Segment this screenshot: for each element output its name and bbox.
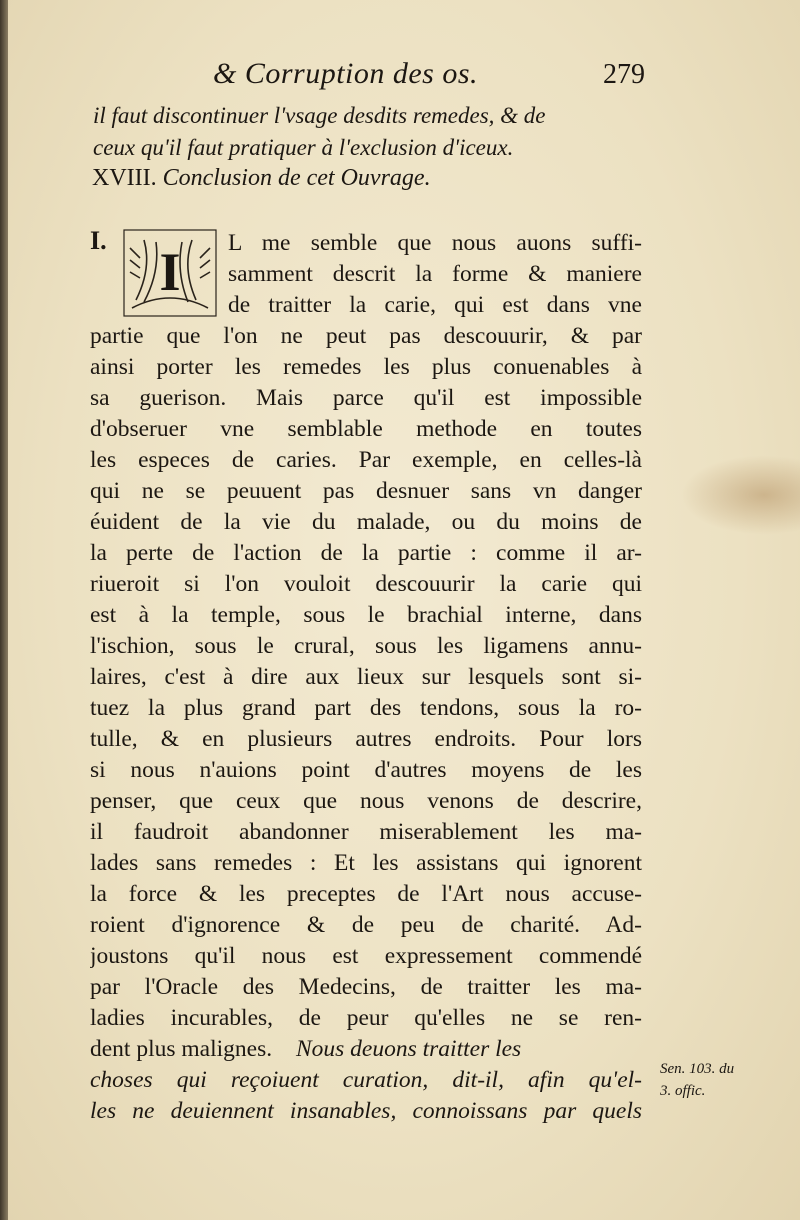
body-line: laires, c'est à dire aux lieux sur lesquels sont si- xyxy=(90,664,642,690)
dropcap-letter: I xyxy=(159,242,181,302)
margin-note-line-1: Sen. 103. du xyxy=(660,1061,735,1077)
body-line-roman: dent plus malignes. xyxy=(90,1036,273,1062)
body-line: penser, que ceux que nous venons de descrire, xyxy=(90,788,642,814)
body-line: tulle, & en plusieurs autres endroits. Pour lors xyxy=(90,726,642,752)
body-line-mixed xyxy=(90,1034,642,1065)
body-line: est à la temple, sous le brachial interne, dans xyxy=(90,602,642,628)
conclusion-title: Conclusion de cet Ouvrage. xyxy=(162,165,431,191)
running-title: & Corruption des os. xyxy=(213,57,479,90)
body-line: ladies incurables, de peur qu'elles ne se ren- xyxy=(90,1005,642,1031)
intro-line-1: il faut discontinuer l'vsage desdits remedes, & de xyxy=(93,103,546,128)
body-line: les especes de caries. Par exemple, en celles-là xyxy=(90,447,642,473)
running-header xyxy=(205,55,645,99)
margin-note-line-2: 3. offic. xyxy=(660,1083,706,1099)
body-line: lades sans remedes : Et les assistans qui ignorent xyxy=(90,850,642,876)
body-line: de traitter la carie, qui est dans vne xyxy=(228,292,642,318)
body-line: éuident de la vie du malade, ou du moins de xyxy=(90,509,642,535)
body-line-italic-tail: Nous deuons traitter les xyxy=(295,1036,522,1062)
body-line: la perte de l'action de la partie : comme il ar- xyxy=(90,540,642,566)
body-line-italic: les ne deuiennent insanables, connoissans par quels xyxy=(90,1098,642,1124)
intro-line-2: ceux qu'il faut pratiquer à l'exclusion d'iceux. xyxy=(93,135,514,160)
body-line: par l'Oracle des Medecins, de traitter les ma- xyxy=(90,974,642,1000)
body-line: tuez la plus grand part des tendons, sous la ro- xyxy=(90,695,642,721)
body-line: ainsi porter les remedes les plus conuenables à xyxy=(90,354,642,380)
body-line: L me semble que nous auons suffi- xyxy=(228,230,642,256)
section-number: I. xyxy=(90,226,107,255)
conclusion-heading xyxy=(92,165,431,192)
body-line: roient d'ignorence & de peu de charité. Ad- xyxy=(90,912,642,938)
conclusion-numeral: XVIII. xyxy=(92,165,157,191)
body-line: l'ischion, sous le crural, sous les ligamens annu- xyxy=(90,633,642,659)
body-line: d'obseruer vne semblable methode en toutes xyxy=(90,416,642,442)
body-line: riueroit si l'on vouloit descouurir la carie qui xyxy=(90,571,642,597)
page-number: 279 xyxy=(603,59,645,90)
body-line: joustons qu'il nous est expressement commendé xyxy=(90,943,642,969)
ornamental-dropcap-icon xyxy=(122,228,218,318)
paper-stain xyxy=(680,455,800,535)
body-line: sa guerison. Mais parce qu'il est impossible xyxy=(90,385,642,411)
body-line: qui ne se peuuent pas desnuer sans vn danger xyxy=(90,478,642,504)
body-line: la force & les preceptes de l'Art nous accuse- xyxy=(90,881,642,907)
margin-note xyxy=(660,1058,790,1102)
body-line: partie que l'on ne peut pas descouurir, & par xyxy=(90,323,642,349)
body-line: si nous n'auions point d'autres moyens de les xyxy=(90,757,642,783)
body-line-italic: choses qui reçoiuent curation, dit-il, afin qu'el- xyxy=(90,1067,642,1093)
body-line: il faudroit abandonner miserablement les ma- xyxy=(90,819,642,845)
body-line: samment descrit la forme & maniere xyxy=(228,261,642,287)
